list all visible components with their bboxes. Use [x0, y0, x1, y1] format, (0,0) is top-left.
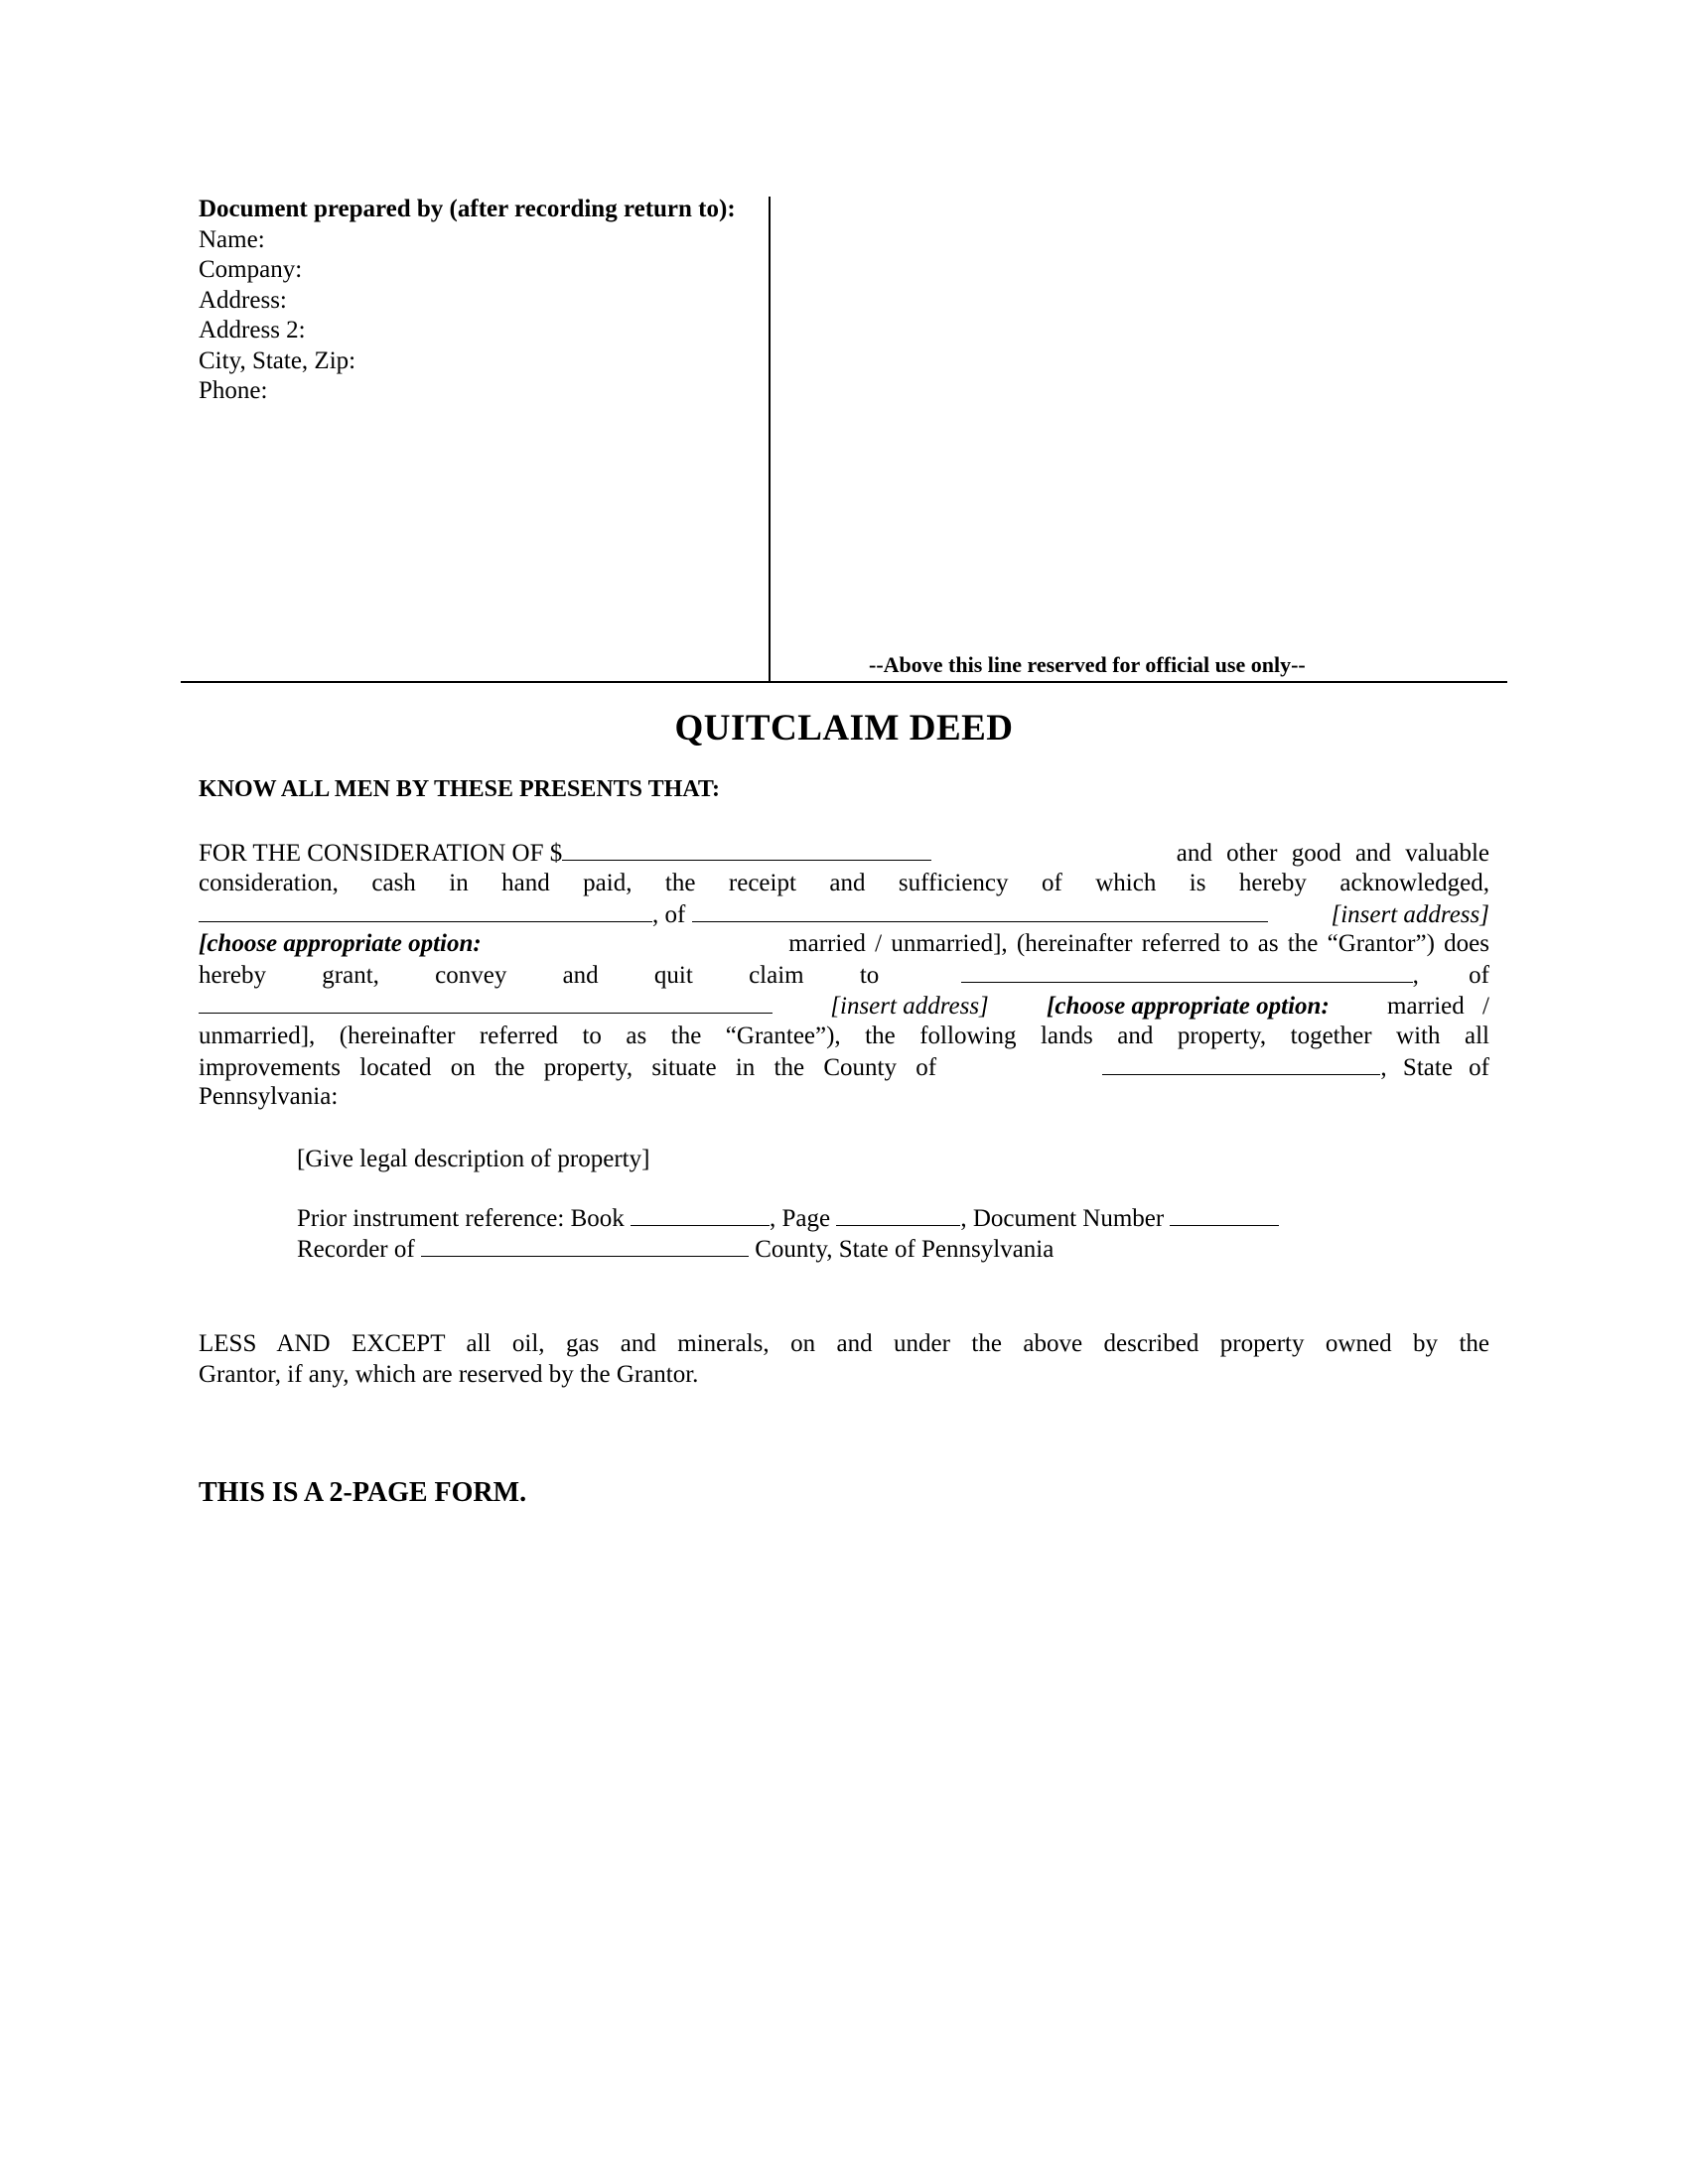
grantor-segment — [199, 899, 1268, 931]
para-line-9: Pennsylvania: — [199, 1083, 339, 1111]
two-page-form-note: THIS IS A 2-PAGE FORM. — [199, 1477, 527, 1508]
horizontal-divider — [181, 681, 1507, 683]
book-label: Prior instrument reference: Book — [297, 1205, 625, 1232]
county-segment — [1102, 1052, 1489, 1084]
legal-description: [Give legal description of property] — [297, 1146, 650, 1172]
grantor-name-blank[interactable] — [199, 899, 652, 922]
consideration-paragraph — [199, 838, 1489, 1113]
grantee-insert-address: [insert address] — [830, 992, 989, 1020]
para-line-1 — [199, 838, 1489, 869]
para-line-7: unmarried], (hereinafter referred to as the “Grantee”), the following lands and property, together with all — [199, 1022, 1489, 1049]
grantor-choose-option: [choose appropriate option: — [199, 930, 482, 958]
consideration-start — [199, 838, 931, 870]
preparer-city-state-zip-label: City, State, Zip: — [199, 346, 356, 374]
para-line-6 — [199, 991, 1489, 1022]
document-title: QUITCLAIM DEED — [674, 708, 1014, 749]
preparer-company-label: Company: — [199, 256, 303, 283]
preparer-heading: Document prepared by (after recording return to): — [199, 196, 736, 222]
intro-heading: KNOW ALL MEN BY THESE PRESENTS THAT: — [199, 776, 721, 802]
document-number-blank[interactable] — [1170, 1203, 1279, 1226]
document-number-label: , Document Number — [960, 1205, 1165, 1232]
grantee-of-text: , of — [1412, 962, 1489, 990]
grantee-name-blank[interactable] — [961, 960, 1413, 983]
grantor-insert-address: [insert address] — [1331, 900, 1489, 928]
preparer-block — [199, 195, 755, 407]
county-blank[interactable] — [1102, 1052, 1380, 1075]
para-line-8 — [199, 1052, 1489, 1083]
less-except-line-2: Grantor, if any, which are reserved by the Grantor. — [199, 1360, 699, 1388]
para-line-4 — [199, 929, 1489, 960]
grantor-of-text: , of — [652, 900, 686, 928]
county-text: improvements located on the property, situate in the County of — [199, 1053, 937, 1081]
recorder-label: Recorder of — [297, 1236, 415, 1263]
grantor-marital-text: married / unmarried], (hereinafter referred to as the “Grantor”) does — [788, 930, 1489, 958]
recorder-county-label: County, State of Pennsylvania — [755, 1236, 1055, 1263]
para-line-3 — [199, 899, 1489, 930]
reserved-note: --Above this line reserved for official use only-- — [869, 652, 1306, 677]
preparer-address2-label: Address 2: — [199, 317, 306, 343]
grantor-address-blank[interactable] — [692, 899, 1268, 922]
para-line-2: consideration, cash in hand paid, the receipt and sufficiency of which is hereby acknowledged, — [199, 869, 1489, 896]
para-line-5 — [199, 960, 1489, 991]
grantee-address-blank[interactable] — [199, 991, 773, 1014]
preparer-phone-label: Phone: — [199, 377, 268, 404]
consideration-label: FOR THE CONSIDERATION OF $ — [199, 840, 563, 867]
grantee-choose-option: [choose appropriate option: — [1047, 992, 1330, 1020]
vertical-divider — [769, 197, 771, 681]
consideration-amount-blank[interactable] — [562, 838, 931, 861]
state-of-text: , State of — [1380, 1053, 1489, 1081]
grant-words: hereby grant, convey and quit claim to — [199, 962, 880, 990]
page-label: , Page — [770, 1205, 831, 1232]
preparer-name-label: Name: — [199, 225, 265, 253]
preparer-address-label: Address: — [199, 286, 287, 314]
grantee-segment — [961, 960, 1489, 992]
less-except-paragraph — [199, 1328, 1489, 1390]
recorder-county-blank[interactable] — [421, 1234, 749, 1257]
grantee-married-text: married / — [1387, 992, 1489, 1020]
recorder-line — [297, 1234, 1279, 1265]
prior-instrument-line — [297, 1203, 1279, 1234]
consideration-end: and other good and valuable — [1176, 840, 1489, 867]
less-except-line-1: LESS AND EXCEPT all oil, gas and minerals, on and under the above described property owned by the — [199, 1330, 1489, 1357]
page-blank[interactable] — [836, 1203, 960, 1226]
prior-instrument-block — [297, 1203, 1279, 1265]
book-blank[interactable] — [631, 1203, 770, 1226]
